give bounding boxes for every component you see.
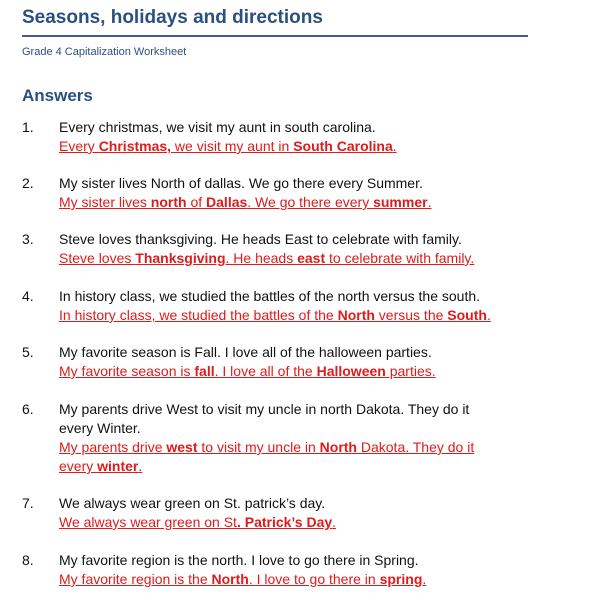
answer-text: We always wear green on St — [59, 514, 237, 530]
answer-text: Every — [59, 138, 99, 154]
corrected-word: North — [211, 571, 249, 587]
question-text: We always wear green on St. patrick’s day. — [59, 495, 326, 511]
corrected-word: spring — [379, 571, 423, 587]
answer-text: In history class, we studied the battles of the — [59, 307, 338, 323]
corrected-word: west — [166, 439, 198, 455]
corrected-word: Dallas — [206, 194, 248, 210]
corrected-word: North — [319, 439, 357, 455]
item-number: 8. — [22, 552, 34, 568]
answer-text: . — [332, 514, 337, 530]
corrected-word: Thanksgiving — [135, 250, 226, 266]
answer-text: . I love all of the — [214, 363, 317, 379]
answer-text: to celebrate with family. — [325, 250, 475, 266]
corrected-answer — [59, 306, 529, 325]
corrected-word: fall — [194, 363, 215, 379]
answer-text: . — [392, 138, 397, 154]
corrected-word: South Carolina — [293, 138, 393, 154]
answer-text: My favorite region is the — [59, 571, 212, 587]
answer-text: . — [427, 194, 432, 210]
item-number: 6. — [22, 401, 34, 417]
answer-text: Dakota. They do it every — [59, 439, 475, 474]
answer-text: versus the — [374, 307, 448, 323]
item-number: 3. — [22, 231, 34, 247]
corrected-answer — [59, 193, 529, 212]
question-text: In history class, we studied the battles of the north versus the south. — [59, 288, 481, 304]
corrected-word: South — [447, 307, 487, 323]
item-number: 4. — [22, 288, 34, 304]
corrected-word: east — [297, 250, 326, 266]
answer-text: of — [186, 194, 207, 210]
corrected-word: north — [150, 194, 187, 210]
answer-text: to visit my uncle in — [197, 439, 320, 455]
item-number: 1. — [22, 119, 34, 135]
corrected-word: winter — [97, 458, 139, 474]
question-text: My favorite season is Fall. I love all of the halloween parties. — [59, 344, 432, 360]
corrected-answer — [59, 137, 529, 156]
corrected-word: summer — [373, 194, 428, 210]
answer-text: Steve loves — [59, 250, 136, 266]
corrected-answer — [59, 438, 499, 476]
answer-text: parties. — [385, 363, 436, 379]
page-title: Seasons, holidays and directions — [22, 7, 323, 28]
question-text: My sister lives North of dallas. We go there every Summer. — [59, 175, 423, 191]
answers-heading: Answers — [22, 86, 93, 105]
question-text: Steve loves thanksgiving. He heads East to celebrate with family. — [59, 231, 462, 247]
corrected-answer — [59, 362, 529, 381]
answer-text: . — [422, 571, 427, 587]
answer-text: . — [486, 307, 491, 323]
answer-text: My favorite season is — [59, 363, 195, 379]
corrected-word: North — [337, 307, 375, 323]
answer-text: My sister lives — [59, 194, 151, 210]
answer-text: . I love to go there in — [248, 571, 380, 587]
corrected-answer — [59, 249, 529, 268]
question-text: Every christmas, we visit my aunt in south carolina. — [59, 119, 376, 135]
question-text: My parents drive West to visit my uncle in north Dakota. They do it every Winter. — [59, 401, 470, 436]
corrected-answer — [59, 570, 529, 589]
title-divider — [22, 35, 528, 37]
corrected-answer — [59, 513, 529, 532]
item-number: 5. — [22, 344, 34, 360]
corrected-word: Christmas, — [98, 138, 172, 154]
answer-text: . We go there every — [247, 194, 374, 210]
corrected-word: . Patrick’s Day — [236, 514, 333, 530]
answer-text: . — [138, 458, 143, 474]
item-number: 2. — [22, 175, 34, 191]
answer-text: we visit my aunt in — [171, 138, 294, 154]
answer-text: . He heads — [225, 250, 298, 266]
page-subtitle: Grade 4 Capitalization Worksheet — [22, 46, 187, 58]
question-text: My favorite region is the north. I love to go there in Spring. — [59, 552, 419, 568]
corrected-word: Halloween — [316, 363, 386, 379]
answer-text: My parents drive — [59, 439, 167, 455]
item-number: 7. — [22, 495, 34, 511]
